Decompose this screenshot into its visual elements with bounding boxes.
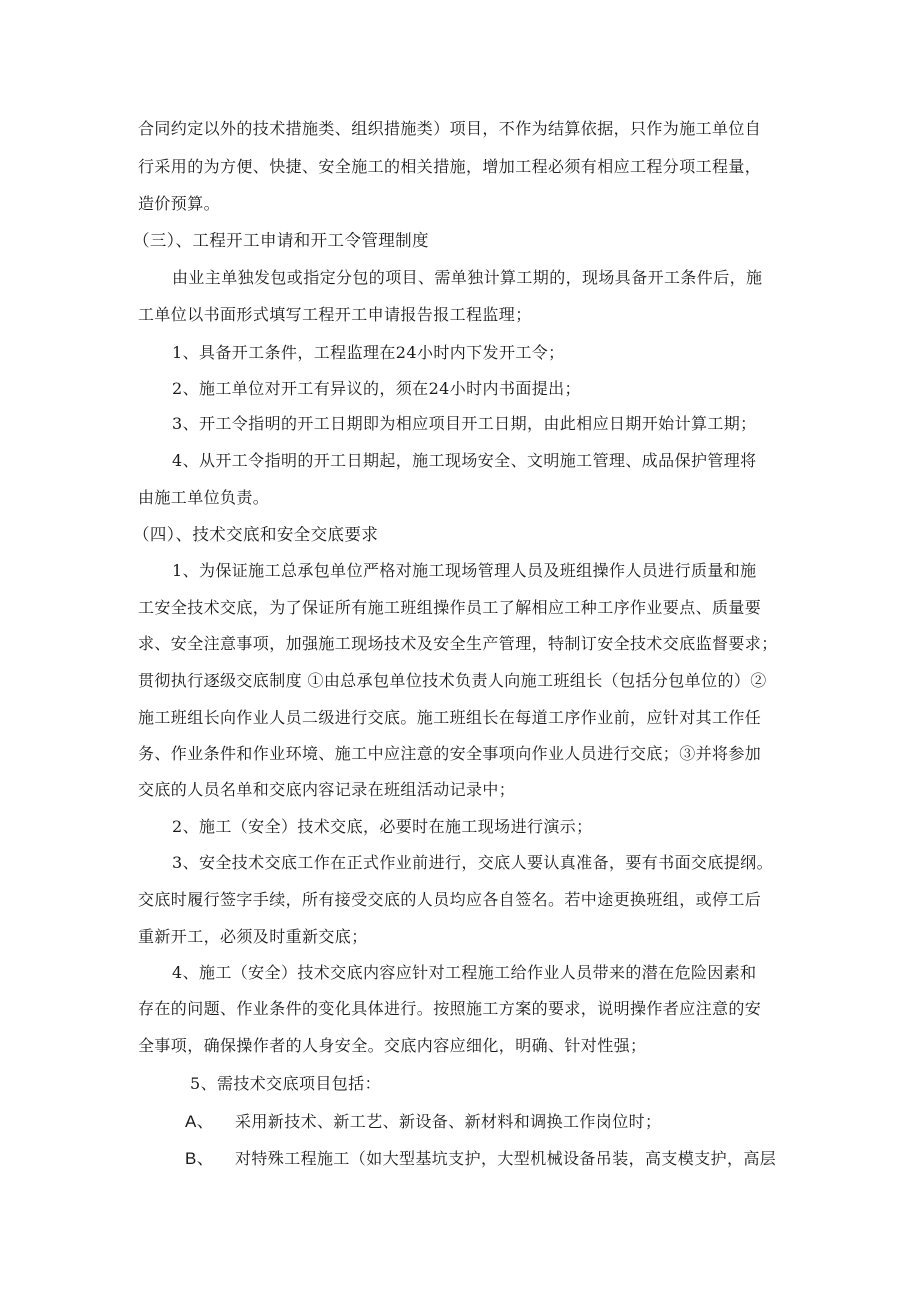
list-item-5: 5、需技术交底项目包括： <box>190 1074 381 1093</box>
paragraph-line: 由业主单独发包或指定分包的项目、需单独计算工期的，现场具备开工条件后，施 <box>172 268 763 287</box>
section-heading-4: （四）、技术交底和安全交底要求 <box>133 525 379 544</box>
paragraph-line: 交底时履行签字手续，所有接受交底的人员均应各自签名。若中途更换班组，或停工后 <box>138 890 762 909</box>
section-heading-3: （三）、工程开工申请和开工令管理制度 <box>133 231 429 250</box>
list-item-3: 3、开工令指明的开工日期即为相应项目开工日期，由此相应日期开始计算工期； <box>172 414 757 433</box>
paragraph-line: 全事项，确保操作者的人身安全。交底内容应细化，明确、针对性强； <box>138 1036 647 1055</box>
paragraph-line: 工单位以书面形式填写工程开工申请报告报工程监理； <box>138 305 532 324</box>
paragraph-line: 造价预算。 <box>138 194 221 213</box>
paragraph-line: 施工班组长向作业人员二级进行交底。施工班组长在每道工序作业前，应针对其工作任 <box>138 708 762 727</box>
sub-item-text: 对特殊工程施工（如大型基坑支护，大型机械设备吊装，高支模支护，高层 <box>235 1149 777 1168</box>
list-item-4: 4、施工（安全）技术交底内容应针对工程施工给作业人员带来的潜在危险因素和 <box>172 963 757 982</box>
paragraph-line: 合同约定以外的技术措施类、组织措施类）项目，不作为结算依据，只作为施工单位自 <box>138 119 762 138</box>
paragraph-line: 重新开工，必须及时重新交底； <box>138 927 368 946</box>
paragraph-line: 存在的问题、作业条件的变化具体进行。按照施工方案的要求，说明操作者应注意的安 <box>138 999 762 1018</box>
paragraph-line: 由施工单位负责。 <box>138 488 270 507</box>
sub-item-a <box>185 1113 661 1130</box>
list-item-2: 2、施工单位对开工有异议的，须在24小时内书面提出； <box>172 379 581 398</box>
paragraph-line: 求、安全注意事项，加强施工现场技术及安全生产管理，特制订安全技术交底监督要求； <box>138 634 778 653</box>
paragraph-line: 工安全技术交底，为了保证所有施工班组操作员工了解相应工种工序作业要点、质量要 <box>138 598 762 617</box>
list-item-2: 2、施工（安全）技术交底，必要时在施工现场进行演示； <box>172 817 593 836</box>
list-item-3: 3、安全技术交底工作在正式作业前进行，交底人要认真准备，要有书面交底提纲。 <box>172 853 773 872</box>
sub-item-b <box>185 1150 776 1167</box>
list-item-1: 1、为保证施工总承包单位严格对施工现场管理人员及班组操作人员进行质量和施 <box>172 561 757 580</box>
paragraph-line: 交底的人员名单和交底内容记录在班组活动记录中； <box>138 780 516 799</box>
paragraph-line: 贯彻执行逐级交底制度 ①由总承包单位技术负责人向施工班组长（包括分包单位的）② <box>138 671 767 690</box>
sub-item-text: 采用新技术、新工艺、新设备、新材料和调换工作岗位时； <box>235 1112 662 1131</box>
paragraph-line: 行采用的为方便、快捷、安全施工的相关措施，增加工程必须有相应工程分项工程量， <box>138 157 762 176</box>
sub-item-marker: A、 <box>185 1112 215 1131</box>
list-item-4: 4、从开工令指明的开工日期起，施工现场安全、文明施工管理、成品保护管理将 <box>172 451 757 470</box>
sub-item-marker: B、 <box>185 1149 215 1168</box>
list-item-1: 1、具备开工条件，工程监理在24小时内下发开工令； <box>172 343 565 362</box>
paragraph-line: 务、作业条件和作业环境、施工中应注意的安全事项向作业人员进行交底；③并将参加 <box>138 744 762 763</box>
